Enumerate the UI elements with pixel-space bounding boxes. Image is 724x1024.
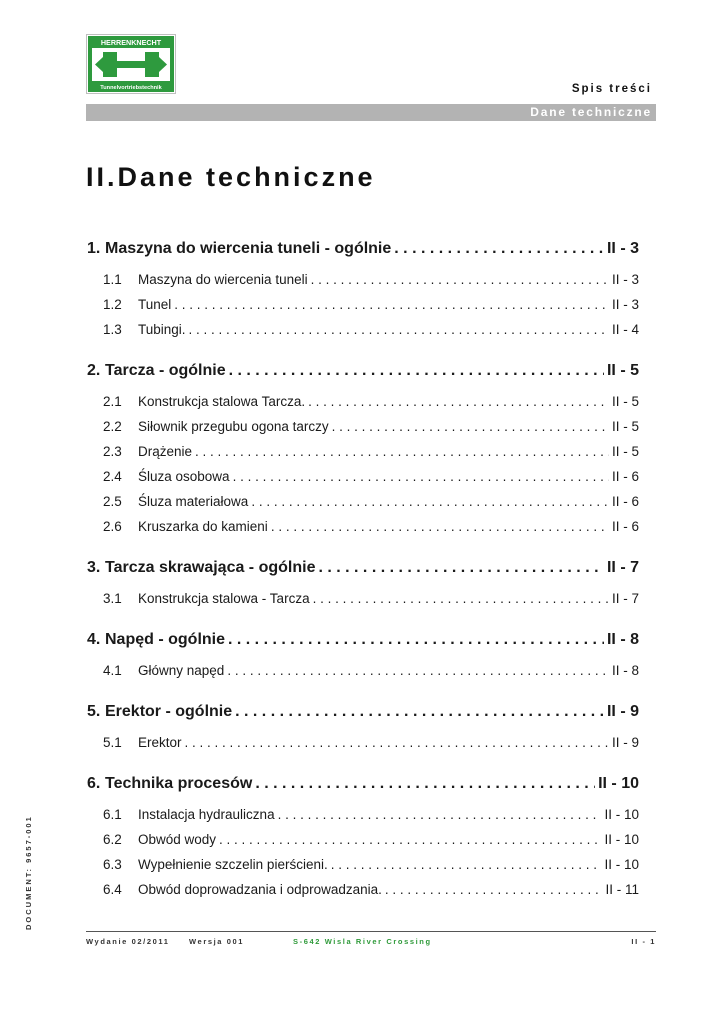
toc-dot-leader	[195, 439, 609, 464]
toc-subsection-row[interactable]	[87, 586, 639, 611]
toc-dot-leader	[233, 464, 609, 489]
toc-subsection-page: II - 7	[611, 591, 639, 606]
toc-section-title: Tarcza skrawająca - ogólnie	[105, 559, 316, 576]
toc-section-number: 4.	[87, 631, 101, 648]
toc-subsection-number: 2.4	[103, 469, 122, 484]
toc-dot-leader	[219, 827, 601, 852]
toc-dot-leader	[228, 627, 604, 652]
toc-subsection-page: II - 5	[611, 444, 639, 459]
toc-section-row[interactable]	[87, 555, 639, 580]
toc-section-page: II - 7	[606, 559, 639, 576]
toc-dot-leader	[278, 802, 602, 827]
toc-subsection-page: II - 8	[611, 663, 639, 678]
toc-subsection-number: 5.1	[103, 735, 122, 750]
toc-subsection-row[interactable]	[87, 730, 639, 755]
toc-subsection-title: Obwód wody	[138, 832, 217, 847]
toc-section-number: 2.	[87, 362, 101, 379]
toc-dot-leader	[235, 699, 604, 724]
toc-dot-leader	[385, 877, 603, 902]
toc-dot-leader	[255, 771, 595, 796]
toc-subsection-row[interactable]	[87, 464, 639, 489]
footer-edition: Wydanie 02/2011	[86, 937, 170, 946]
toc-section-title: Napęd - ogólnie	[105, 631, 225, 648]
footer-divider	[86, 931, 656, 932]
toc-subsection-title: Główny napęd	[138, 663, 225, 678]
toc-dot-leader	[394, 236, 604, 261]
toc-subsection-row[interactable]	[87, 389, 639, 414]
toc-subsection-number: 1.2	[103, 297, 122, 312]
toc-subsection-page: II - 11	[605, 882, 639, 897]
toc-dot-leader	[189, 317, 609, 342]
footer-version: Wersja 001	[189, 937, 245, 946]
toc-section-row[interactable]	[87, 699, 639, 724]
toc-dot-leader	[308, 389, 609, 414]
toc-dot-leader	[318, 555, 604, 580]
toc-subsection-title: Erektor	[138, 735, 182, 750]
toc-subsection-row[interactable]	[87, 292, 639, 317]
toc-section-number: 6.	[87, 775, 101, 792]
toc-subsection-number: 2.1	[103, 394, 122, 409]
toc-section-page: II - 9	[606, 703, 639, 720]
toc-subsection-number: 2.5	[103, 494, 122, 509]
toc-subsection-row[interactable]	[87, 489, 639, 514]
toc-section-row[interactable]	[87, 627, 639, 652]
toc-dot-leader	[185, 730, 609, 755]
footer-project: S-642 Wisla River Crossing	[293, 937, 432, 946]
toc-subsection-title: Maszyna do wiercenia tuneli	[138, 272, 308, 287]
toc-subsection-number: 2.2	[103, 419, 122, 434]
toc-dot-leader	[227, 658, 609, 683]
toc-subsection-number: 2.6	[103, 519, 122, 534]
toc-subsection-number: 6.2	[103, 832, 122, 847]
toc-subsection-title: Śluza materiałowa	[138, 494, 249, 509]
toc-subsection-title: Konstrukcja stalowa Tarcza.	[138, 394, 306, 409]
chapter-title	[86, 162, 376, 193]
toc-section-number: 5.	[87, 703, 101, 720]
toc-subsection-title: Kruszarka do kamieni	[138, 519, 268, 534]
toc-subsection-row[interactable]	[87, 802, 639, 827]
toc-subsection-row[interactable]	[87, 852, 639, 877]
toc-subsection-title: Siłownik przegubu ogona tarczy	[138, 419, 329, 434]
section-label: Spis treści	[571, 83, 652, 95]
toc-subsection-row[interactable]	[87, 658, 639, 683]
toc-section-title: Technika procesów	[105, 775, 253, 792]
toc-section-row[interactable]	[87, 236, 639, 261]
footer-page-number: II - 1	[631, 937, 656, 946]
toc-subsection-title: Drążenie	[138, 444, 193, 459]
toc-dot-leader	[251, 489, 609, 514]
toc-subsection-row[interactable]	[87, 414, 639, 439]
toc-dot-leader	[311, 267, 609, 292]
toc-subsection-row[interactable]	[87, 439, 639, 464]
herrenknecht-logo	[86, 34, 176, 94]
toc-section-title: Tarcza - ogólnie	[105, 362, 226, 379]
toc-subsection-page: II - 6	[611, 469, 639, 484]
toc-dot-leader	[271, 514, 609, 539]
toc-subsection-title: Tubingi.	[138, 322, 186, 337]
toc-section-row[interactable]	[87, 771, 639, 796]
toc-subsection-page: II - 6	[611, 519, 639, 534]
toc-subsection-row[interactable]	[87, 877, 639, 902]
toc-subsection-title: Instalacja hydrauliczna	[138, 807, 275, 822]
document-number: DOCUMENT: 9657-001	[24, 815, 33, 930]
toc-subsection-title: Śluza osobowa	[138, 469, 230, 484]
toc-subsection-page: II - 3	[611, 272, 639, 287]
toc-subsection-title: Obwód doprowadzania i odprowadzania.	[138, 882, 382, 897]
toc-subsection-page: II - 6	[611, 494, 639, 509]
toc-subsection-page: II - 9	[611, 735, 639, 750]
toc-section-title: Maszyna do wiercenia tuneli - ogólnie	[105, 240, 392, 257]
toc-section-title: Erektor - ogólnie	[105, 703, 233, 720]
toc-subsection-page: II - 5	[611, 394, 639, 409]
toc-section-number: 3.	[87, 559, 101, 576]
toc-subsection-page: II - 4	[611, 322, 639, 337]
toc-subsection-page: II - 10	[604, 832, 639, 847]
toc-subsection-title: Tunel	[138, 297, 172, 312]
toc-dot-leader	[229, 358, 604, 383]
toc-subsection-title: Wypełnienie szczelin pierścieni.	[138, 857, 328, 872]
toc-subsection-title: Konstrukcja stalowa - Tarcza	[138, 591, 310, 606]
toc-subsection-number: 6.1	[103, 807, 122, 822]
toc-subsection-page: II - 5	[611, 419, 639, 434]
toc-section-page: II - 10	[598, 775, 639, 792]
toc-subsection-number: 6.4	[103, 882, 122, 897]
toc-dot-leader	[174, 292, 609, 317]
toc-subsection-row[interactable]	[87, 267, 639, 292]
toc-subsection-page: II - 10	[604, 807, 639, 822]
logo-tagline-text: Tunnelvortriebstechnik	[100, 85, 162, 91]
toc-dot-leader	[331, 852, 602, 877]
toc-section-page: II - 8	[606, 631, 639, 648]
toc-subsection-number: 2.3	[103, 444, 122, 459]
toc-subsection-number: 1.1	[103, 272, 122, 287]
header-bar	[86, 104, 656, 121]
toc-section-number: 1.	[87, 240, 101, 257]
toc-subsection-number: 4.1	[103, 663, 122, 678]
toc-subsection-number: 1.3	[103, 322, 122, 337]
chapter-name: Dane techniczne	[117, 162, 376, 192]
toc-subsection-row[interactable]	[87, 514, 639, 539]
toc-section-row[interactable]	[87, 358, 639, 383]
logo-brand-text: HERRENKNECHT	[100, 38, 162, 47]
chapter-number: II.	[86, 162, 118, 192]
toc-subsection-row[interactable]	[87, 317, 639, 342]
toc-section-page: II - 3	[606, 240, 639, 257]
toc-subsection-page: II - 10	[604, 857, 639, 872]
toc-section-page: II - 5	[606, 362, 639, 379]
toc-subsection-number: 6.3	[103, 857, 122, 872]
toc-dot-leader	[313, 586, 609, 611]
toc-subsection-page: II - 3	[611, 297, 639, 312]
toc-dot-leader	[332, 414, 609, 439]
header-bar-label: Dane techniczne	[530, 105, 652, 119]
toc-subsection-row[interactable]	[87, 827, 639, 852]
table-of-contents	[87, 236, 639, 902]
toc-subsection-number: 3.1	[103, 591, 122, 606]
